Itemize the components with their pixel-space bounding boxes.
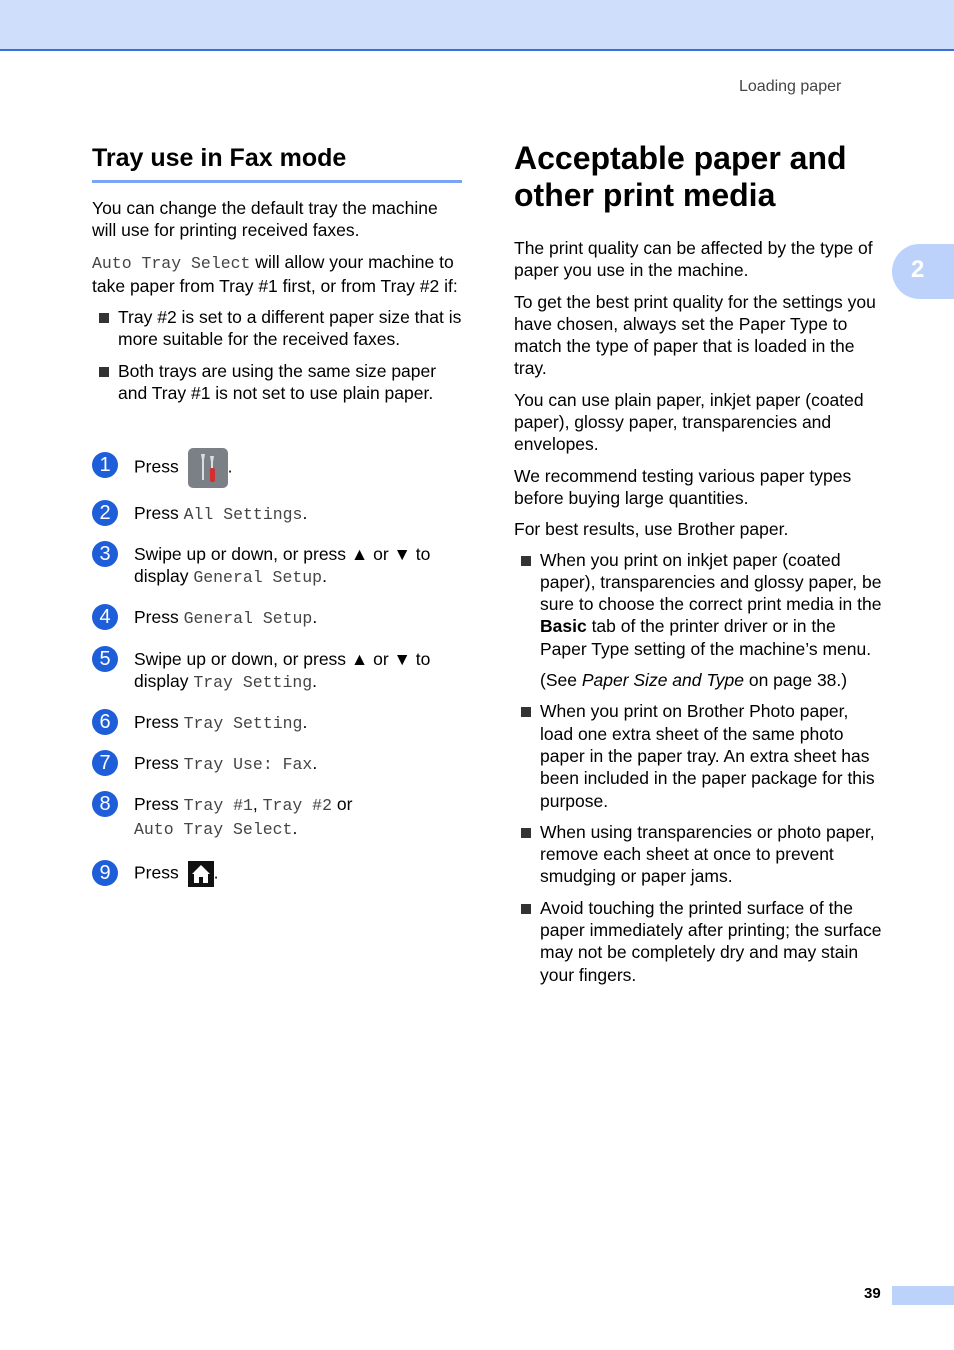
bullet-square-icon [99, 367, 109, 377]
step-number: 2 [92, 500, 118, 526]
section-heading-tray-use: Tray use in Fax mode [92, 140, 462, 183]
menu-item-code: Auto Tray Select [134, 820, 293, 840]
bullet-square-icon [99, 313, 109, 323]
home-icon [188, 861, 214, 887]
tray-conditions-list [92, 306, 462, 404]
list-item: Tray #2 is set to a different paper size that is more suitable for the received faxes. [92, 306, 462, 351]
bullet-square-icon [521, 556, 531, 566]
see-reference: (See Paper Size and Type on page 38.) [540, 670, 848, 691]
auto-tray-paragraph [92, 251, 462, 298]
bullet-square-icon [521, 707, 531, 717]
paper-tips-list [514, 549, 884, 986]
list-item: Both trays are using the same size paper and Tray #1 is not set to use plain paper. [92, 360, 462, 405]
paragraph: To get the best print quality for the settings you have chosen, always set the Paper Type to match the type of paper that is loaded in the tray. [514, 291, 876, 379]
paragraph: The print quality can be affected by the type of paper you use in the machine. [514, 238, 873, 281]
tools-settings-icon [188, 448, 228, 488]
step-number: 6 [92, 709, 118, 735]
step-number: 1 [92, 452, 118, 478]
left-column: Tray use in Fax mode You can change the default tray the machine will use for printing received faxes. Auto Tray Select will allow your machine to take paper from Tray #1 first, or from Tray #2 if: Tray #2 is set to a different paper size that is more suitable for the received faxes. Both trays are using the same size paper and Tray #1 is not set to use plain paper. 1 Press . 2 Press All Settings. 3 Swipe up or down, or press ▲ or ▼ to display General Setup. 4 Press General Setup. 5 Swipe up or down, or press ▲ or ▼ to display Tray Setting. 6 Press Tray Setting. 7 Press Tray Use: Fax. 8 Press Tray #1, Tray #2 or Auto Tray Select. 9 Press . [92, 140, 462, 404]
paragraph: You can use plain paper, inkjet paper (coated paper), glossy paper, transparencies and envelopes. [514, 389, 864, 455]
list-item: When you print on Brother Photo paper, load one extra sheet of the same photo paper in the paper tray. An extra sheet has been included in the paper package for this purpose. [514, 700, 884, 811]
auto-tray-select-code: Auto Tray Select [92, 253, 251, 273]
step-number: 5 [92, 646, 118, 672]
bullet-square-icon [521, 904, 531, 914]
cross-reference-link[interactable]: Paper Size and Type [581, 670, 744, 691]
intro-paragraph: You can change the default tray the machine will use for printing received faxes. [92, 198, 438, 241]
menu-item-code: Tray Setting [183, 714, 303, 733]
bullet-square-icon [521, 828, 531, 838]
footer-tab [892, 1286, 954, 1305]
menu-item-code: All Settings [183, 505, 303, 524]
list-item: Avoid touching the printed surface of the paper immediately after printing; the surface may not be completely dry and may stain your fingers. [514, 897, 884, 986]
menu-item-code: Tray #1 [183, 796, 253, 815]
step-number: 4 [92, 604, 118, 630]
header-band [0, 0, 954, 51]
auto-tray-rest: will allow your machine to take paper from Tray #1 first, or from Tray #2 if: [92, 251, 458, 296]
step-number: 8 [92, 791, 118, 817]
menu-item-code: General Setup [183, 609, 313, 628]
menu-item-code: General Setup [193, 568, 323, 588]
paragraph: For best results, use Brother paper. [514, 519, 789, 540]
list-item: When using transparencies or photo paper, remove each sheet at once to prevent smudging or paper jams. [514, 821, 884, 888]
menu-item-code: Tray #2 [262, 796, 332, 815]
chapter-tab [892, 244, 954, 299]
step-number: 7 [92, 750, 118, 776]
list-item: When you print on inkjet paper (coated paper), transparencies and glossy paper, be sure to choose the correct print media in the Basic tab of the printer driver or in the Paper Type setting of the machine’s menu. (See Paper Size and Type on page 38.) [514, 549, 884, 692]
step-number: 9 [92, 860, 118, 886]
page-number: 39 [864, 1285, 881, 1302]
running-header: Loading paper [739, 78, 842, 95]
section-heading-acceptable-paper: Acceptable paper and other print media [514, 140, 847, 213]
chapter-number: 2 [911, 256, 925, 283]
menu-item-code: Tray Setting [193, 673, 313, 693]
menu-item-code: Tray Use: Fax [183, 755, 313, 774]
right-column [514, 140, 884, 986]
step-number: 3 [92, 541, 118, 567]
paragraph: We recommend testing various paper types before buying large quantities. [514, 465, 852, 508]
